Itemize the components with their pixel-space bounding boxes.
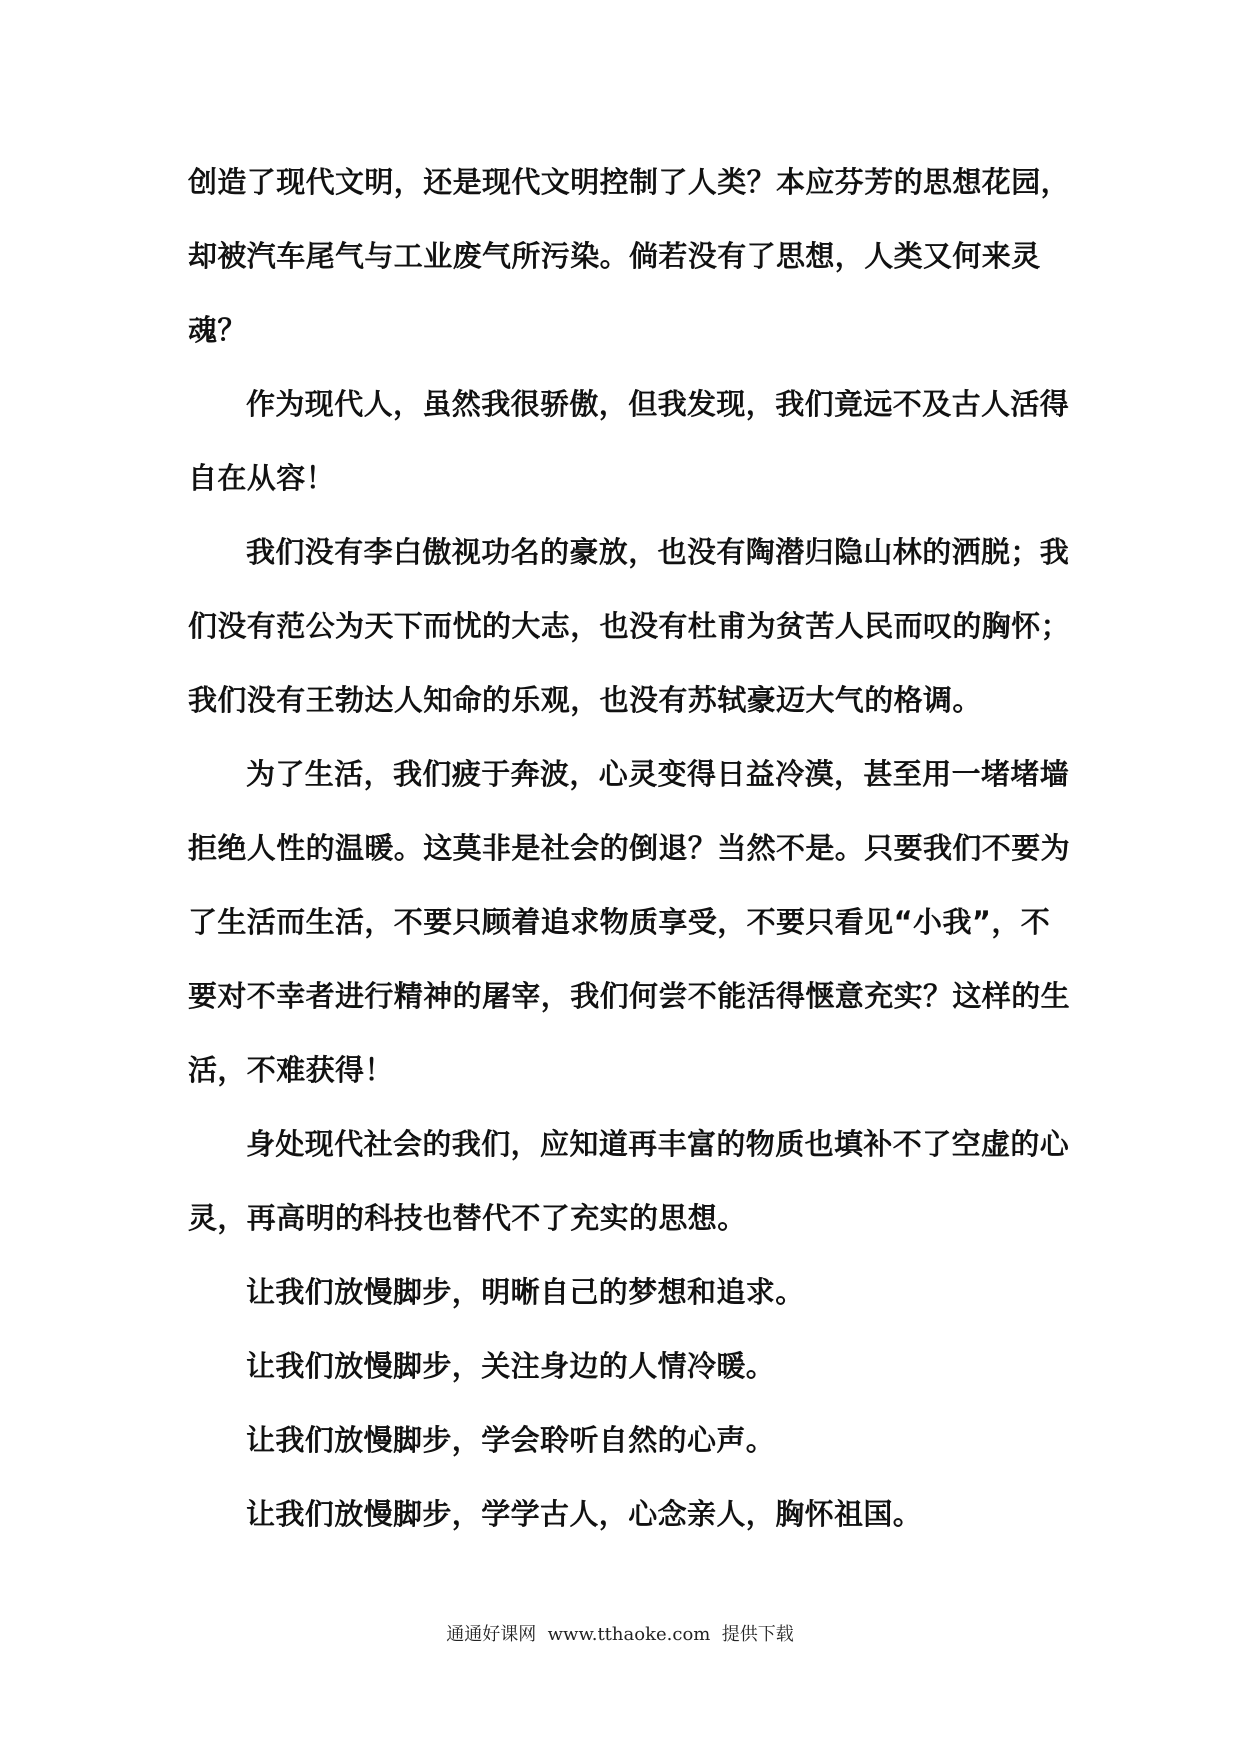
text-line-5: 自在从容！ xyxy=(188,461,336,495)
text-line-3: 魂？ xyxy=(188,313,247,347)
text-line-6: 我们没有李白傲视功名的豪放，也没有陶潜归隐山林的洒脱；我 xyxy=(246,535,1070,569)
text-line-15: 灵，再高明的科技也替代不了充实的思想。 xyxy=(188,1201,747,1235)
text-line-11: 了生活而生活，不要只顾着追求物质享受，不要只看见“小我”，不 xyxy=(188,905,1051,939)
text-line-14: 身处现代社会的我们，应知道再丰富的物质也填补不了空虚的心 xyxy=(246,1127,1070,1161)
text-line-1: 创造了现代文明，还是现代文明控制了人类？本应芬芳的思想花园， xyxy=(188,165,1071,199)
text-line-19: 让我们放慢脚步，学学古人，心念亲人，胸怀祖国。 xyxy=(246,1497,923,1531)
text-line-13: 活，不难获得！ xyxy=(188,1053,394,1087)
text-line-9: 为了生活，我们疲于奔波，心灵变得日益冷漠，甚至用一堵堵墙 xyxy=(246,757,1070,791)
text-line-4: 作为现代人，虽然我很骄傲，但我发现，我们竟远不及古人活得 xyxy=(246,387,1070,421)
text-line-17: 让我们放慢脚步，关注身边的人情冷暖。 xyxy=(246,1349,776,1383)
text-line-12: 要对不幸者进行精神的屠宰，我们何尝不能活得惬意充实？这样的生 xyxy=(188,979,1071,1013)
text-line-8: 我们没有王勃达人知命的乐观，也没有苏轼豪迈大气的格调。 xyxy=(188,683,982,717)
footer-source-link: 通通好课网 www.tthaoke.com 提供下载 xyxy=(446,1624,794,1645)
text-line-7: 们没有范公为天下而忧的大志，也没有杜甫为贫苦人民而叹的胸怀； xyxy=(188,609,1071,643)
text-line-2: 却被汽车尾气与工业废气所污染。倘若没有了思想，人类又何来灵 xyxy=(188,239,1041,273)
essay-body xyxy=(188,150,1071,1556)
text-line-10: 拒绝人性的温暖。这莫非是社会的倒退？当然不是。只要我们不要为 xyxy=(188,831,1071,865)
text-line-18: 让我们放慢脚步，学会聆听自然的心声。 xyxy=(246,1423,776,1457)
text-line-16: 让我们放慢脚步，明晰自己的梦想和追求。 xyxy=(246,1275,805,1309)
